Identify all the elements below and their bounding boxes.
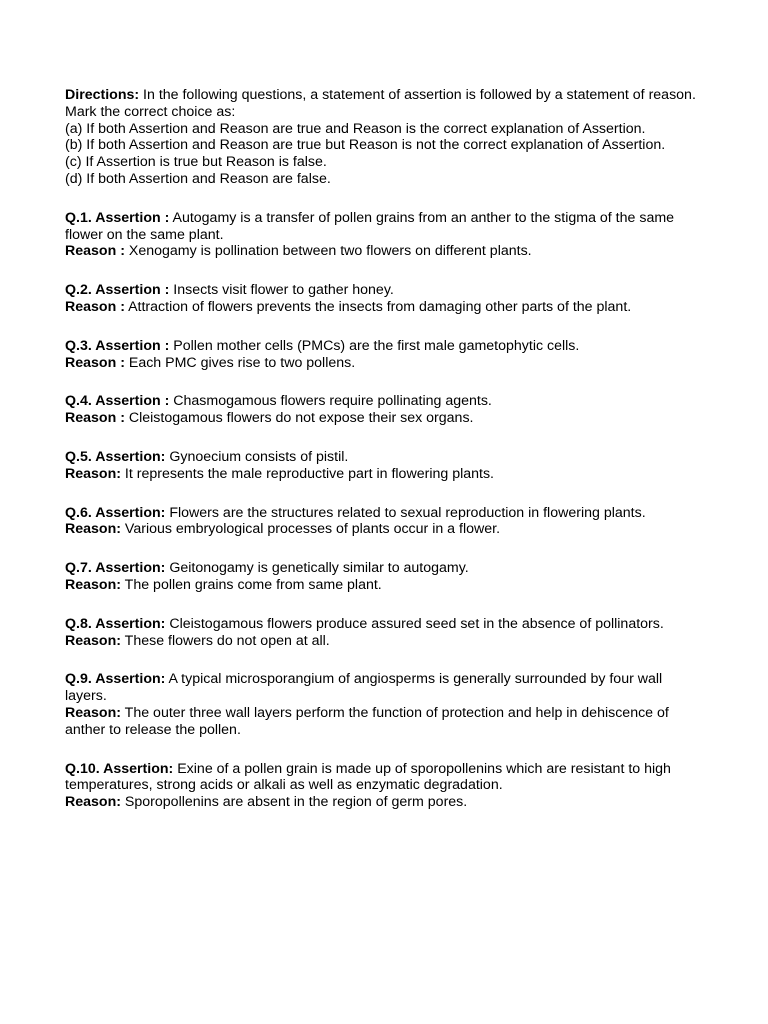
assertion-text: A typical microsporangium of angiosperms is generally surrounded by four wall layers.	[65, 671, 663, 705]
reason-text: Each PMC gives rise to two pollens.	[124, 354, 356, 371]
directions-label: Directions:	[65, 87, 140, 103]
reason-text: The outer three wall layers perform the function of protection and help in dehiscence of anther to release the pollen.	[65, 704, 669, 738]
question-9	[65, 671, 705, 738]
assertion-text: Gynoecium consists of pistil.	[165, 448, 349, 465]
assertion-text: Autogamy is a transfer of pollen grains from an anther to the stigma of the same flower on the same plant.	[65, 209, 675, 243]
assertion-label: Q.8. Assertion:	[65, 615, 166, 632]
reason-text: It represents the male reproductive part in flowering plants.	[120, 465, 494, 482]
question-7	[65, 560, 705, 594]
reason-text: Xenogamy is pollination between two flowers on different plants.	[124, 243, 532, 260]
question-3	[65, 338, 705, 372]
assertion-label: Q.5. Assertion:	[65, 448, 166, 465]
assertion-text: Pollen mother cells (PMCs) are the first male gametophytic cells.	[169, 337, 580, 354]
assertion-label: Q.9. Assertion:	[65, 671, 166, 688]
assertion-text: Cleistogamous flowers produce assured seed set in the absence of pollinators.	[165, 615, 664, 632]
directions-option-b: (b) If both Assertion and Reason are true but Reason is not the correct explanation of Assertion.	[65, 137, 666, 154]
assertion	[65, 761, 705, 795]
directions-mark: Mark the correct choice as:	[65, 103, 236, 120]
reason	[65, 705, 705, 739]
reason-text: Sporopollenins are absent in the region of germ pores.	[120, 794, 468, 811]
reason	[65, 633, 705, 650]
question-8	[65, 616, 705, 650]
directions-block	[65, 87, 705, 188]
reason-label: Reason:	[65, 794, 121, 811]
assertion	[65, 616, 705, 633]
assertion	[65, 560, 705, 577]
question-2	[65, 282, 705, 316]
directions-text: In the following questions, a statement of assertion is followed by a statement of reason.	[139, 87, 696, 103]
question-1	[65, 210, 705, 260]
question-6	[65, 505, 705, 539]
reason-label: Reason:	[65, 465, 121, 482]
reason	[65, 299, 705, 316]
assertion	[65, 671, 705, 705]
assertion-label: Q.7. Assertion:	[65, 560, 166, 577]
assertion-label: Q.3. Assertion :	[65, 337, 170, 354]
reason	[65, 794, 705, 811]
document-page	[65, 87, 705, 811]
reason-label: Reason:	[65, 704, 121, 721]
assertion	[65, 282, 705, 299]
directions-option-a: (a) If both Assertion and Reason are true and Reason is the correct explanation of Assertion.	[65, 120, 646, 137]
reason-label: Reason :	[65, 243, 125, 260]
question-4	[65, 393, 705, 427]
assertion-text: Insects visit flower to gather honey.	[169, 282, 394, 299]
reason-label: Reason :	[65, 298, 125, 315]
reason	[65, 466, 705, 483]
reason	[65, 355, 705, 372]
reason-text: Attraction of flowers prevents the insects from damaging other parts of the plant.	[124, 298, 632, 315]
reason	[65, 577, 705, 594]
assertion-text: Flowers are the structures related to sexual reproduction in flowering plants.	[165, 504, 646, 521]
reason-label: Reason:	[65, 521, 121, 538]
reason-label: Reason :	[65, 410, 125, 427]
reason-text: The pollen grains come from same plant.	[120, 576, 382, 593]
assertion	[65, 449, 705, 466]
assertion-label: Q.4. Assertion :	[65, 393, 170, 410]
reason-label: Reason:	[65, 576, 121, 593]
assertion	[65, 505, 705, 522]
assertion-text: Chasmogamous flowers require pollinating agents.	[169, 393, 492, 410]
reason-text: These flowers do not open at all.	[120, 632, 330, 649]
assertion-label: Q.10. Assertion:	[65, 760, 174, 777]
directions-option-c: (c) If Assertion is true but Reason is false.	[65, 154, 327, 171]
assertion-label: Q.2. Assertion :	[65, 282, 170, 299]
reason	[65, 243, 705, 260]
reason-text: Various embryological processes of plants occur in a flower.	[120, 521, 501, 538]
directions-intro	[65, 87, 705, 104]
reason	[65, 521, 705, 538]
assertion	[65, 393, 705, 410]
reason-label: Reason:	[65, 632, 121, 649]
questions-list	[65, 210, 705, 811]
reason	[65, 410, 705, 427]
assertion	[65, 338, 705, 355]
reason-label: Reason :	[65, 354, 125, 371]
assertion	[65, 210, 705, 244]
assertion-label: Q.6. Assertion:	[65, 504, 166, 521]
directions-option-d: (d) If both Assertion and Reason are false.	[65, 170, 331, 187]
assertion-text: Exine of a pollen grain is made up of sporopollenins which are resistant to high temperatures, strong acids or alkali as well as enzymatic degradation.	[65, 760, 671, 794]
assertion-text: Geitonogamy is genetically similar to autogamy.	[165, 560, 469, 577]
question-5	[65, 449, 705, 483]
assertion-label: Q.1. Assertion :	[65, 209, 170, 226]
reason-text: Cleistogamous flowers do not expose their sex organs.	[124, 410, 474, 427]
question-10	[65, 761, 705, 811]
